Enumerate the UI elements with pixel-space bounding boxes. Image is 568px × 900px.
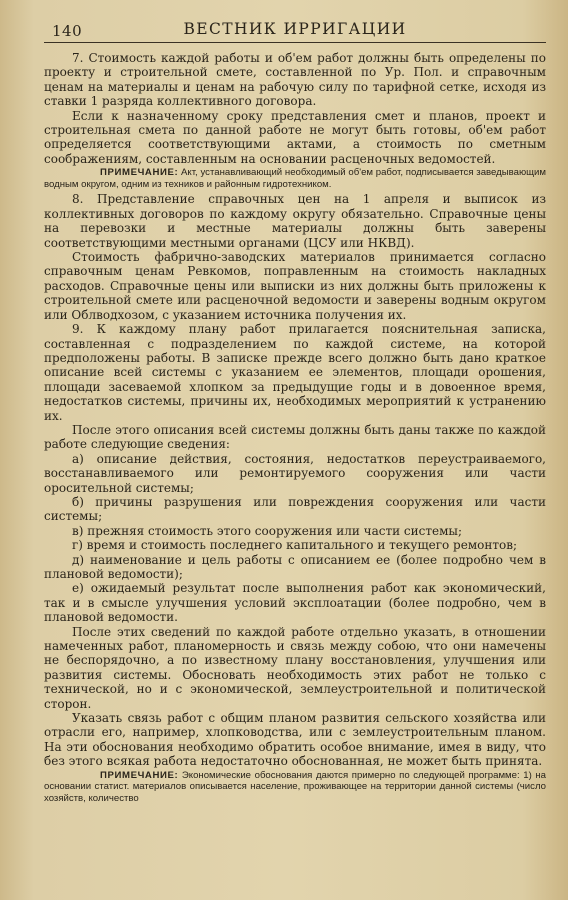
note-label: ПРИМЕЧАНИЕ: <box>100 167 179 179</box>
note-text: Акт, устанавливающий необходимый об'ем работ, подписывается заведывающим водным округом, одним из техников и районным гидротехником. <box>44 167 546 190</box>
list-item-g: г) время и стоимость последнего капитального и текущего ремонтов; <box>72 538 518 553</box>
paragraph-7: 7. Стоимость каждой работы и об'ем работ должны быть определены по проекту и строительной смете, составленной по Ур. Пол. и справочным ценам на материалы и ценам на рабочую силу по тарифной сетке, исходя из ставки 1 разряда коллективного договора. <box>44 51 546 109</box>
paragraph-estimate-deadline: Если к назначенному сроку представления смет и планов, проект и строительная смета по данной работе не могут быть готовы, об'ем работ определяется соответствующими актами, а стоимость по сметным соображениям, составленным на основании расценочных ведомостей. <box>44 108 546 166</box>
paragraph-planning-justification: После этих сведений по каждой работе отдельно указать, в отношении намеченных работ, планомерность и связь между собою, что они намечены не беспорядочно, а по известному плану восстановления, улучшения или развития системы. Обосновать необходимость этих работ не только с технической, но и с экономической, землеустроительной и политической сторон. <box>44 624 546 711</box>
page-number: 140 <box>52 22 83 40</box>
note-act <box>44 167 546 190</box>
journal-title: ВЕСТНИК ИРРИГАЦИИ <box>183 20 407 38</box>
paragraph-9: 9. К каждому плану работ прилагается пояснительная записка, составленная с подразделением по каждой системе, на которой предположены работы. В записке прежде всего должно быть дано краткое описание всей системы с указанием ее элементов, площади орошения, площади засеваемой хлопком за предыдущие годы и в довоенное время, недостатков системы, причины их, необходимых мероприятий к устранению их. <box>44 322 546 423</box>
paragraph-8: 8. Представление справочных цен на 1 апреля и выписок из коллективных договоров по каждому округу обязательно. Справочные цены на перевозки и местные материалы должны быть заверены соответствующими местными органами (ЦСУ или НКВД). <box>44 192 546 250</box>
paragraph-factory-materials: Стоимость фабрично-заводских материалов принимается согласно справочным ценам Ревкомов, поправленным на стоимость накладных расходов. Справочные цены или выписки из них должны быть приложены к строительной смете или расценочной ведомости и заверены водным округом или Облводхозом, с указанием источника получения их. <box>44 250 546 322</box>
running-header <box>44 18 546 43</box>
note-text: Экономические обоснования даются примерно по следующей программе: 1) на основании статист. материалов описывается население, проживающее на территории данной системы (число хозяйств, количество <box>44 769 546 804</box>
note-label: ПРИМЕЧАНИЕ: <box>100 769 179 781</box>
list-item-e: е) ожидаемый результат после выполнения работ как экономический, так и в смысле улучшения условий эксплоатации (более подробно, чем в плановой ведомости. <box>44 581 546 625</box>
list-item-b: б) причины разрушения или повреждения сооружения или части системы; <box>44 494 546 524</box>
paragraph-agriculture-link: Указать связь работ с общим планом развития сельского хозяйства или отрасли его, например, хлопководства, или с землеустроительным планом. На эти обоснования необходимо обратить особое внимание, имея в виду, что без этого всякая работа недостаточно обоснованная, не может быть принята. <box>44 711 546 769</box>
list-item-d: д) наименование и цель работы с описанием ее (более подробно чем в плановой ведомости); <box>44 552 546 581</box>
note-economic <box>44 770 546 805</box>
list-item-a: а) описание действия, состояния, недостатков переустраиваемого, восстанавливаемого или ремонтируемого сооружения или части оросительной системы; <box>44 451 546 495</box>
paragraph-system-description: После этого описания всей системы должны быть даны также по каждой работе следующие сведения: <box>44 422 546 452</box>
body-text <box>44 51 546 804</box>
list-item-v: в) прежняя стоимость этого сооружения или части системы; <box>72 523 463 538</box>
